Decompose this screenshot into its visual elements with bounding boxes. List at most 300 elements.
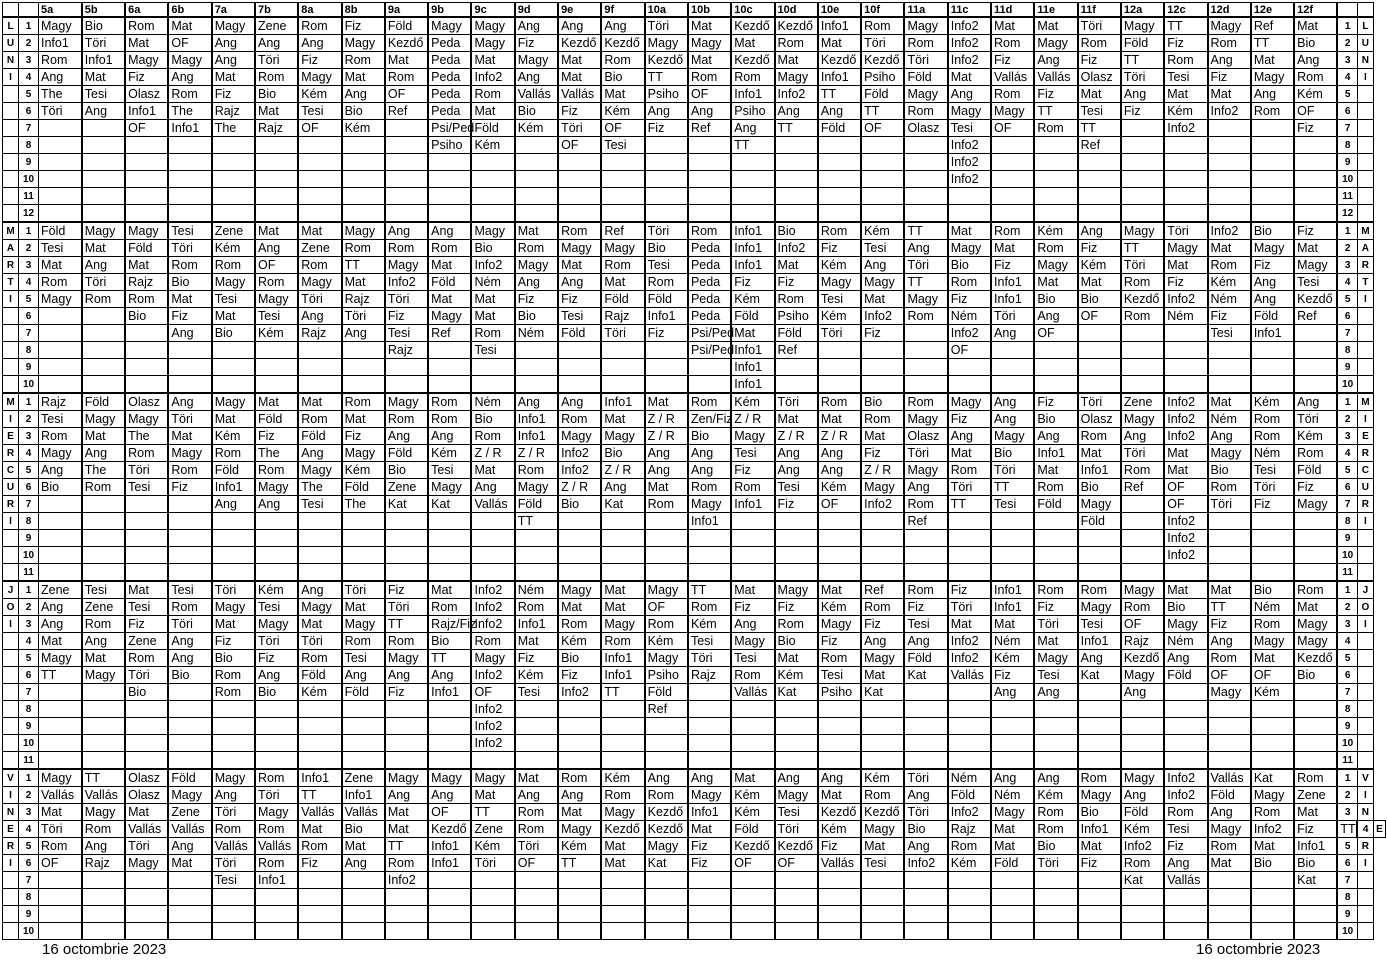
lesson-cell: Magy	[818, 616, 861, 633]
lesson-cell: Fiz	[1251, 257, 1294, 274]
lesson-cell: Rajz	[948, 821, 991, 838]
lesson-cell: Mat	[601, 599, 644, 616]
lesson-cell	[731, 718, 774, 735]
lesson-cell: Fiz	[168, 479, 211, 496]
lesson-cell: Ang	[212, 787, 255, 804]
lesson-cell: Kém	[212, 240, 255, 257]
lesson-cell	[1078, 530, 1121, 547]
lesson-cell: OF	[385, 86, 428, 103]
lesson-cell: Fiz	[1164, 35, 1207, 52]
lesson-cell: TT	[775, 120, 818, 137]
lesson-cell: Magy	[168, 787, 211, 804]
lesson-cell: Rom	[688, 393, 731, 411]
period-number: 5	[1337, 838, 1357, 855]
lesson-cell: Info2	[948, 804, 991, 821]
lesson-cell: Töri	[1121, 257, 1164, 274]
lesson-cell: Magy	[1251, 69, 1294, 86]
lesson-cell: Magy	[125, 222, 168, 240]
lesson-cell: Rom	[948, 838, 991, 855]
lesson-cell: Kat	[775, 684, 818, 701]
lesson-cell: Info1	[991, 291, 1034, 308]
lesson-cell: Rom	[125, 291, 168, 308]
corner-cell	[1337, 3, 1357, 18]
column-header-9c: 9c	[471, 3, 514, 18]
lesson-cell: Mat	[1251, 52, 1294, 69]
lesson-cell	[298, 752, 341, 770]
lesson-cell: Ném	[948, 769, 991, 787]
lesson-cell: Bio	[82, 17, 125, 35]
lesson-cell	[168, 496, 211, 513]
lesson-cell: TT	[39, 667, 82, 684]
lesson-cell: Ang	[1121, 787, 1164, 804]
period-number: 11	[19, 564, 39, 582]
lesson-cell	[125, 547, 168, 564]
lesson-cell: Fiz	[125, 616, 168, 633]
period-number: 8	[1337, 137, 1357, 154]
period-number: 6	[19, 308, 39, 325]
lesson-cell: Rom	[558, 769, 601, 787]
lesson-cell	[255, 564, 298, 582]
lesson-cell: Föld	[385, 445, 428, 462]
lesson-cell: Ang	[212, 496, 255, 513]
table-row	[3, 257, 1386, 274]
lesson-cell: Magy	[645, 581, 688, 599]
lesson-cell: Rom	[342, 393, 385, 411]
period-number: 10	[1337, 547, 1357, 564]
lesson-cell	[1121, 359, 1164, 376]
lesson-cell: Bio	[515, 308, 558, 325]
lesson-cell: Ref	[1251, 17, 1294, 35]
lesson-cell: OF	[168, 35, 211, 52]
lesson-cell: Mat	[255, 222, 298, 240]
lesson-cell: Kém	[948, 855, 991, 872]
lesson-cell: Info1	[515, 411, 558, 428]
lesson-cell	[298, 154, 341, 171]
day-letter: U	[1357, 479, 1373, 496]
lesson-cell: Rom	[688, 479, 731, 496]
lesson-cell: Magy	[255, 291, 298, 308]
column-header-10a: 10a	[645, 3, 688, 18]
lesson-cell: Ang	[904, 787, 947, 804]
lesson-cell: Vallás	[342, 804, 385, 821]
lesson-cell: Rom	[471, 633, 514, 650]
lesson-cell: Mat	[1164, 462, 1207, 479]
lesson-cell: Töri	[861, 35, 904, 52]
lesson-cell: Töri	[515, 838, 558, 855]
lesson-cell	[645, 906, 688, 923]
lesson-cell	[1078, 205, 1121, 223]
lesson-cell: Föld	[428, 274, 471, 291]
lesson-cell: TT	[1121, 52, 1164, 69]
lesson-cell: Fiz	[1251, 496, 1294, 513]
lesson-cell: Rajz	[39, 393, 82, 411]
lesson-cell: Bio	[1078, 804, 1121, 821]
lesson-cell: Fiz	[991, 52, 1034, 69]
lesson-cell: Rajz	[342, 291, 385, 308]
lesson-cell: Magy	[1251, 787, 1294, 804]
lesson-cell	[1121, 120, 1164, 137]
lesson-cell: Info1	[125, 103, 168, 120]
lesson-cell: Rom	[775, 616, 818, 633]
lesson-cell	[385, 923, 428, 940]
lesson-cell	[125, 496, 168, 513]
lesson-cell: Fiz	[645, 120, 688, 137]
lesson-cell	[428, 376, 471, 394]
lesson-cell: Ang	[948, 86, 991, 103]
lesson-cell: Fiz	[515, 35, 558, 52]
lesson-cell: TT	[1208, 599, 1251, 616]
period-number: 5	[19, 650, 39, 667]
lesson-cell: Magy	[1164, 240, 1207, 257]
lesson-cell: Info1	[731, 342, 774, 359]
lesson-cell: Ang	[558, 17, 601, 35]
lesson-cell: Ang	[1034, 428, 1077, 445]
lesson-cell	[298, 735, 341, 752]
day-letter	[1357, 530, 1373, 547]
lesson-cell: Olasz	[1078, 411, 1121, 428]
day-letter	[3, 120, 19, 137]
lesson-cell	[82, 906, 125, 923]
lesson-cell: Mat	[298, 393, 341, 411]
day-letter: I	[1357, 787, 1373, 804]
table-row	[3, 154, 1386, 171]
lesson-cell: Mat	[82, 69, 125, 86]
lesson-cell: Info2	[385, 274, 428, 291]
lesson-cell: Mat	[645, 479, 688, 496]
lesson-cell: Zene	[342, 769, 385, 787]
lesson-cell	[818, 701, 861, 718]
lesson-cell: Mat	[125, 35, 168, 52]
lesson-cell: The	[298, 479, 341, 496]
lesson-cell: Info1	[991, 581, 1034, 599]
lesson-cell	[861, 205, 904, 223]
lesson-cell	[255, 530, 298, 547]
day-letter	[3, 359, 19, 376]
lesson-cell: Töri	[904, 769, 947, 787]
lesson-cell: Magy	[991, 804, 1034, 821]
lesson-cell: Ref	[385, 103, 428, 120]
lesson-cell	[1294, 359, 1337, 376]
lesson-cell	[1294, 342, 1337, 359]
lesson-cell	[39, 923, 82, 940]
lesson-cell	[1034, 205, 1077, 223]
lesson-cell	[212, 718, 255, 735]
lesson-cell	[515, 564, 558, 582]
lesson-cell: Mat	[471, 308, 514, 325]
lesson-cell: Fiz	[991, 667, 1034, 684]
lesson-cell: TT	[818, 86, 861, 103]
lesson-cell	[1034, 735, 1077, 752]
lesson-cell	[1208, 752, 1251, 770]
table-row	[3, 650, 1386, 667]
lesson-cell: Magy	[1208, 445, 1251, 462]
lesson-cell: Magy	[1034, 35, 1077, 52]
lesson-cell: Föld	[471, 120, 514, 137]
lesson-cell: Mat	[818, 35, 861, 52]
lesson-cell: Rom	[1034, 821, 1077, 838]
lesson-cell: Mat	[471, 103, 514, 120]
lesson-cell: Vallás	[731, 684, 774, 701]
lesson-cell	[515, 906, 558, 923]
lesson-cell: Info2	[1164, 530, 1207, 547]
lesson-cell: Magy	[298, 599, 341, 616]
lesson-cell: Info2	[948, 17, 991, 35]
lesson-cell: Rajz	[298, 325, 341, 342]
lesson-cell	[775, 154, 818, 171]
lesson-cell	[168, 513, 211, 530]
period-number: 7	[1337, 120, 1357, 137]
lesson-cell	[991, 718, 1034, 735]
lesson-cell	[601, 376, 644, 394]
lesson-cell: Ang	[818, 103, 861, 120]
lesson-cell: OF	[1164, 496, 1207, 513]
lesson-cell: Mat	[212, 616, 255, 633]
lesson-cell	[212, 359, 255, 376]
lesson-cell	[1121, 496, 1164, 513]
lesson-cell	[471, 188, 514, 205]
lesson-cell: Rom	[255, 769, 298, 787]
lesson-cell: Bio	[212, 325, 255, 342]
lesson-cell: Info1	[645, 308, 688, 325]
lesson-cell: Kém	[1164, 103, 1207, 120]
lesson-cell: Rom	[1078, 428, 1121, 445]
column-header-12a: 12a	[1121, 3, 1164, 18]
lesson-cell: Zene	[39, 581, 82, 599]
lesson-cell: Rom	[1034, 804, 1077, 821]
lesson-cell: Ang	[255, 240, 298, 257]
period-number: 4	[1337, 633, 1357, 650]
lesson-cell: Töri	[168, 240, 211, 257]
lesson-cell	[39, 137, 82, 154]
lesson-cell	[558, 205, 601, 223]
lesson-cell: OF	[298, 120, 341, 137]
lesson-cell: Rom	[688, 599, 731, 616]
period-number: 7	[1337, 496, 1357, 513]
table-row	[3, 17, 1386, 35]
lesson-cell: Föld	[948, 787, 991, 804]
lesson-cell: Mat	[1078, 445, 1121, 462]
lesson-cell	[601, 923, 644, 940]
lesson-cell: Ang	[904, 479, 947, 496]
lesson-cell	[212, 701, 255, 718]
period-number: 1	[1337, 769, 1357, 787]
lesson-cell: Töri	[904, 257, 947, 274]
lesson-cell: Magy	[1251, 633, 1294, 650]
lesson-cell: Ref	[645, 701, 688, 718]
lesson-cell: Bio	[688, 428, 731, 445]
lesson-cell	[471, 376, 514, 394]
lesson-cell	[775, 513, 818, 530]
lesson-cell: Info2	[948, 171, 991, 188]
lesson-cell	[1251, 359, 1294, 376]
lesson-cell: Magy	[904, 86, 947, 103]
lesson-cell: Z / R	[818, 428, 861, 445]
column-header-11c: 11c	[948, 3, 991, 18]
lesson-cell: Mat	[212, 69, 255, 86]
lesson-cell: Magy	[212, 769, 255, 787]
lesson-cell: Magy	[601, 240, 644, 257]
lesson-cell: Magy	[515, 257, 558, 274]
period-number: 6	[1337, 667, 1357, 684]
lesson-cell	[125, 718, 168, 735]
lesson-cell	[1034, 872, 1077, 889]
lesson-cell: Info2	[1208, 222, 1251, 240]
lesson-cell: Ang	[212, 52, 255, 69]
lesson-cell: Vallás	[948, 667, 991, 684]
table-row	[3, 735, 1386, 752]
table-row	[3, 411, 1386, 428]
day-letter: M	[3, 393, 19, 411]
lesson-cell: Kém	[861, 222, 904, 240]
lesson-cell: Ném	[471, 274, 514, 291]
period-number: 1	[1337, 17, 1357, 35]
lesson-cell: Kém	[601, 769, 644, 787]
lesson-cell: Info2	[558, 684, 601, 701]
lesson-cell: Info2	[775, 86, 818, 103]
table-row	[3, 428, 1386, 445]
lesson-cell	[515, 154, 558, 171]
lesson-cell	[731, 513, 774, 530]
lesson-cell: Peda	[688, 308, 731, 325]
period-number: 4	[19, 274, 39, 291]
lesson-cell: Mat	[688, 17, 731, 35]
lesson-cell: Info2	[1251, 821, 1294, 838]
lesson-cell	[1164, 188, 1207, 205]
lesson-cell	[1078, 154, 1121, 171]
lesson-cell	[1251, 718, 1294, 735]
period-number: 4	[19, 633, 39, 650]
lesson-cell: TT	[1164, 17, 1207, 35]
lesson-cell	[645, 137, 688, 154]
lesson-cell	[39, 154, 82, 171]
day-letter	[3, 137, 19, 154]
lesson-cell: Vallás	[515, 86, 558, 103]
lesson-cell: Fiz	[861, 445, 904, 462]
lesson-cell	[82, 564, 125, 582]
lesson-cell: Ném	[1251, 599, 1294, 616]
lesson-cell: Magy	[1034, 257, 1077, 274]
lesson-cell: Mat	[1078, 86, 1121, 103]
lesson-cell: Töri	[1121, 445, 1164, 462]
lesson-cell	[1164, 205, 1207, 223]
lesson-cell	[125, 889, 168, 906]
lesson-cell	[1251, 513, 1294, 530]
lesson-cell: Ang	[39, 599, 82, 616]
lesson-cell: Mat	[775, 650, 818, 667]
lesson-cell: Info1	[515, 428, 558, 445]
table-row	[3, 188, 1386, 205]
period-number: 11	[19, 188, 39, 205]
lesson-cell: Föld	[731, 308, 774, 325]
lesson-cell	[1034, 342, 1077, 359]
lesson-cell: Magy	[212, 599, 255, 616]
lesson-cell: Rom	[1251, 411, 1294, 428]
lesson-cell	[212, 154, 255, 171]
lesson-cell: Magy	[428, 17, 471, 35]
lesson-cell: Ang	[1034, 684, 1077, 701]
lesson-cell	[558, 359, 601, 376]
lesson-cell: Info2	[904, 855, 947, 872]
lesson-cell	[818, 752, 861, 770]
footer-date-right: 16 octombrie 2023	[1196, 941, 1321, 958]
day-letter	[1357, 308, 1373, 325]
lesson-cell: Kém	[1078, 257, 1121, 274]
lesson-cell: Töri	[1078, 17, 1121, 35]
lesson-cell: Mat	[125, 804, 168, 821]
lesson-cell: Fiz	[645, 325, 688, 342]
lesson-cell: Föld	[991, 855, 1034, 872]
lesson-cell	[255, 718, 298, 735]
lesson-cell: Bio	[125, 308, 168, 325]
lesson-cell: Mat	[948, 616, 991, 633]
lesson-cell: Ang	[645, 445, 688, 462]
lesson-cell: TT	[1121, 240, 1164, 257]
lesson-cell	[688, 137, 731, 154]
lesson-cell	[688, 205, 731, 223]
lesson-cell	[39, 684, 82, 701]
lesson-cell: Bio	[212, 650, 255, 667]
period-number: 8	[19, 701, 39, 718]
lesson-cell: Psi/Ped	[688, 325, 731, 342]
lesson-cell: OF	[948, 342, 991, 359]
lesson-cell	[168, 684, 211, 701]
lesson-cell	[1121, 889, 1164, 906]
lesson-cell: Z / R	[601, 462, 644, 479]
lesson-cell: Töri	[82, 35, 125, 52]
lesson-cell	[515, 701, 558, 718]
lesson-cell	[818, 889, 861, 906]
lesson-cell: TT	[601, 684, 644, 701]
lesson-cell	[558, 923, 601, 940]
lesson-cell: Mat	[515, 633, 558, 650]
lesson-cell	[255, 205, 298, 223]
lesson-cell: Rom	[1294, 445, 1337, 462]
lesson-cell: Föld	[515, 496, 558, 513]
day-letter: N	[1357, 52, 1373, 69]
day-letter	[1357, 752, 1373, 770]
lesson-cell: Rom	[1294, 69, 1337, 86]
lesson-cell: Töri	[125, 838, 168, 855]
lesson-cell: OF	[125, 120, 168, 137]
lesson-cell: Magy	[515, 52, 558, 69]
lesson-cell	[385, 513, 428, 530]
lesson-cell: Rom	[1251, 616, 1294, 633]
column-header-6a: 6a	[125, 3, 168, 18]
lesson-cell	[39, 906, 82, 923]
lesson-cell: Vallás	[818, 855, 861, 872]
lesson-cell	[385, 752, 428, 770]
lesson-cell: OF	[1208, 667, 1251, 684]
lesson-cell	[428, 154, 471, 171]
day-letter: V	[3, 769, 19, 787]
lesson-cell: Kém	[775, 667, 818, 684]
lesson-cell: Ang	[39, 616, 82, 633]
lesson-cell: Tesi	[125, 599, 168, 616]
lesson-cell: Kém	[558, 838, 601, 855]
lesson-cell	[818, 735, 861, 752]
lesson-cell: Bio	[1034, 411, 1077, 428]
lesson-cell	[1208, 154, 1251, 171]
lesson-cell	[731, 735, 774, 752]
lesson-cell	[1078, 325, 1121, 342]
lesson-cell: Ném	[991, 633, 1034, 650]
lesson-cell: Kezdő	[428, 821, 471, 838]
lesson-cell	[688, 889, 731, 906]
lesson-cell	[298, 376, 341, 394]
lesson-cell	[861, 872, 904, 889]
lesson-cell	[255, 735, 298, 752]
lesson-cell	[385, 530, 428, 547]
